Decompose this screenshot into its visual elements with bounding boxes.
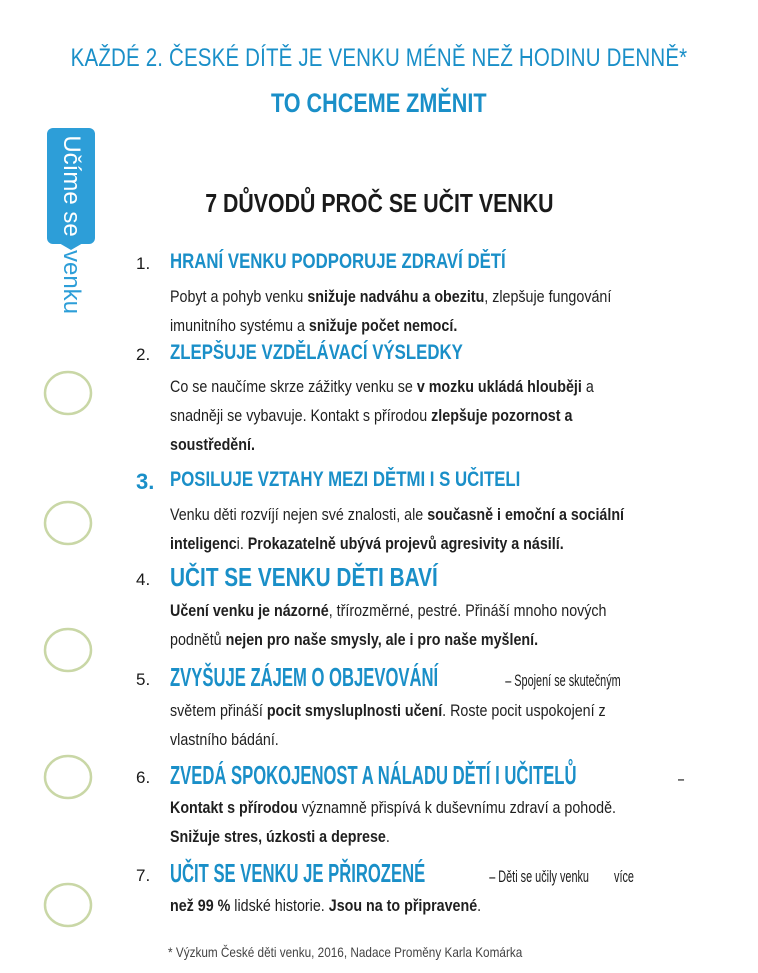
side-tab-arrow: [47, 236, 95, 250]
checkbox-circle-1[interactable]: [42, 368, 94, 418]
checkbox-circle-5[interactable]: [42, 880, 94, 930]
checkbox-circle-4[interactable]: [42, 752, 94, 802]
item-number: 1.: [136, 254, 151, 273]
item-heading: UČIT SE VENKU DĚTI BAVÍ: [170, 562, 438, 592]
item-body: Venku děti rozvíjí nejen své znalosti, ale současně i emoční a sociální inteligenci. Prokazatelně ubývá projevů agresivity a násilí.: [170, 505, 625, 553]
item-body: Pobyt a pohyb venku snižuje nadváhu a obezitu, zlepšuje fungování imunitního systému a snižuje počet nemocí.: [170, 287, 612, 335]
item-heading: ZVEDÁ SPOKOJENOST A NÁLADU DĚTÍ I UČITELŮ –: [170, 760, 685, 790]
item-body: Učení venku je názorné, třírozměrné, pestré. Přináší mnoho nových podnětů nejen pro naše smysly, ale i pro naše myšlení.: [170, 601, 607, 649]
item-number: 5.: [136, 670, 151, 689]
item-number: 2.: [136, 345, 151, 364]
item-heading: ZLEPŠUJE VZDĚLÁVACÍ VÝSLEDKY: [170, 341, 463, 364]
checkbox-circle-3[interactable]: [42, 625, 94, 675]
footnote: * Výzkum České děti venku, 2016, Nadace Proměny Karla Komárka: [168, 944, 523, 960]
item-body: než 99 % lidské historie. Jsou na to připravené.: [170, 896, 482, 915]
header-line2: TO CHCEME ZMĚNIT: [271, 88, 487, 118]
item-heading: UČIT SE VENKU JE PŘIROZENÉ – Děti se učily venkuvíce: [170, 858, 634, 888]
side-label-venku: venku: [58, 249, 85, 315]
checkbox-circle-2[interactable]: [42, 498, 94, 548]
item-heading: POSILUJE VZTAHY MEZI DĚTMI I S UČITELI: [170, 468, 521, 491]
item-body: Kontakt s přírodou významně přispívá k duševnímu zdraví a pohodě. Snižuje stres, úzkosti a deprese.: [170, 798, 617, 846]
item-body: světem přináší pocit smysluplnosti učení. Roste pocit uspokojení z vlastního bádání.: [170, 701, 606, 749]
item-heading: HRANÍ VENKU PODPORUJE ZDRAVÍ DĚTÍ: [170, 250, 506, 273]
list-title: 7 DŮVODŮ PROČ SE UČIT VENKU: [204, 188, 554, 218]
side-tab-label: Učíme se: [58, 135, 85, 237]
item-number: 3.: [136, 469, 155, 494]
item-heading: ZVYŠUJE ZÁJEM O OBJEVOVÁNÍ – Spojení se skutečným: [170, 662, 621, 692]
item-number: 7.: [136, 866, 151, 885]
item-number: 6.: [136, 768, 151, 787]
item-number: 4.: [136, 570, 151, 589]
item-body: Co se naučíme skrze zážitky venku se v mozku ukládá hlouběji a snadněji se vybavuje. Kontakt s přírodou zlepšuje pozornost a soustředění.: [170, 377, 594, 454]
header-line1: KAŽDÉ 2. ČESKÉ DÍTĚ JE VENKU MÉNĚ NEŽ HODINU DENNĚ*: [70, 44, 688, 72]
